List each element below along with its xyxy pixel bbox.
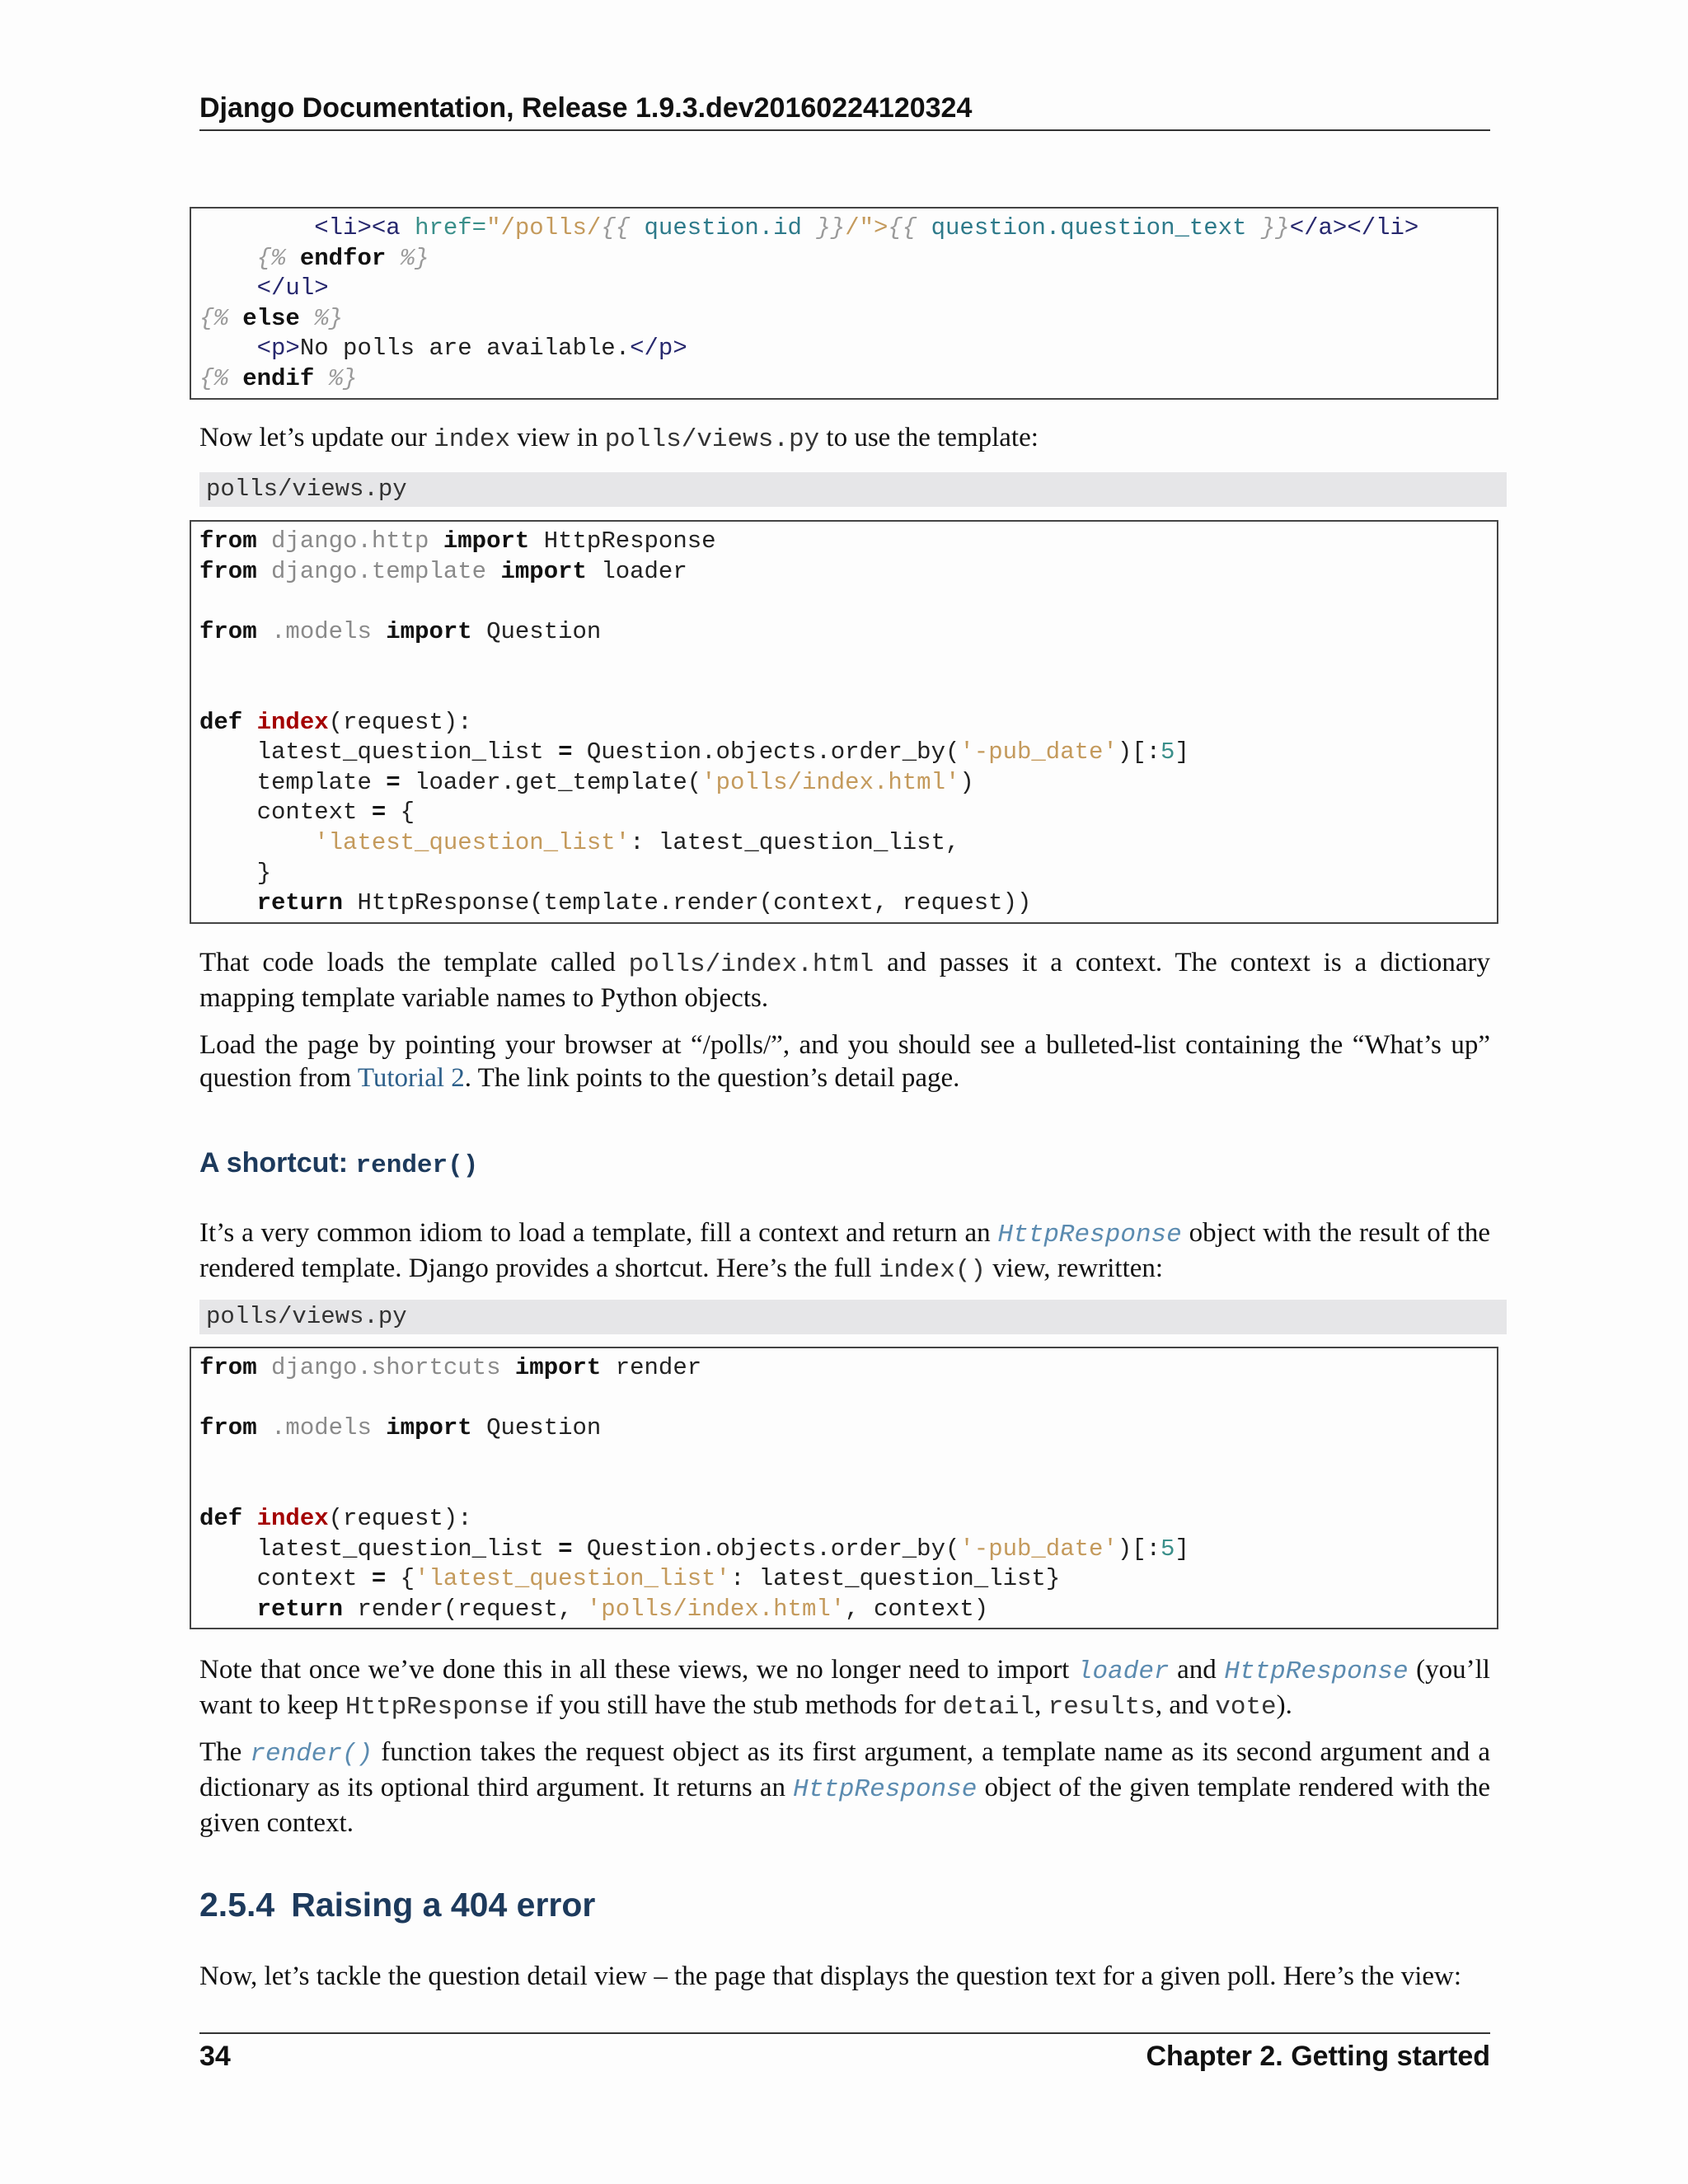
paragraph-common-idiom: It’s a very common idiom to load a template, fill a context and return an HttpResponse object with the result of the rendered template. Django provides a shortcut. Here’s the full index() view, rewritten: (199, 1218, 1490, 1285)
section-heading-raising-404: 2.5.4 Raising a 404 error (199, 1886, 596, 1924)
code-block-views-render: from django.shortcuts import render from .models import Question def index(request): latest_question_list = Question.objects.order_by('-pub_date')[:5] context = {'latest_question_list': latest_question_list} return render(request, 'polls/index.html', context) (190, 1347, 1498, 1629)
loader-link[interactable]: loader (1076, 1657, 1170, 1686)
render-link[interactable]: render() (250, 1740, 373, 1769)
httpresponse-link-3[interactable]: HttpResponse (793, 1775, 978, 1804)
code-caption-views-2: polls/views.py (199, 1300, 1507, 1334)
paragraph-detail-view: Now, let’s tackle the question detail view – the page that displays the question text for a given poll. Here’s the view: (199, 1961, 1462, 1991)
paragraph-code-loads: That code loads the template called polls/index.html and passes it a context. The context is a dictionary mapping template variable names to Python objects. (199, 948, 1490, 1013)
paragraph-render-function: The render() function takes the request object as its first argument, a template name as its second argument and a dictionary as its optional third argument. It returns an HttpResponse object of the given template rendered with the given context. (199, 1737, 1491, 1838)
footer-divider (199, 2032, 1490, 2034)
running-header: Django Documentation, Release 1.9.3.dev20160224120324 (199, 92, 1490, 131)
paragraph-note-imports: Note that once we’ve done this in all these views, we no longer need to import loader and HttpResponse (you’ll want to keep HttpResponse if you still have the stub methods for detail, results, and vote). (199, 1655, 1490, 1722)
paragraph-load-page: Load the page by pointing your browser at “/polls/”, and you should see a bulleted-list containing the “What’s up” question from Tutorial 2. The link points to the question’s detail page. (199, 1030, 1490, 1093)
tutorial-2-link[interactable]: Tutorial 2 (357, 1063, 465, 1093)
httpresponse-link-2[interactable]: HttpResponse (1224, 1657, 1409, 1686)
paragraph-update-index: Now let’s update our index view in polls/views.py to use the template: (199, 423, 1039, 454)
httpresponse-link[interactable]: HttpResponse (997, 1221, 1182, 1249)
chapter-title: Chapter 2. Getting started (1146, 2041, 1490, 2072)
code-block-views-loader: from django.http import HttpResponse from django.template import loader from .models import Question def index(request): latest_question_list = Question.objects.order_by('-pub_date')[:5] template = loader.get_template('polls/index.html') context = { 'latest_question_list': latest_question_list, } return HttpResponse(template.render(context, request)) (190, 520, 1498, 924)
section-heading-shortcut: A shortcut: render() (199, 1147, 479, 1180)
code-block-template: <li><a href="/polls/{{ question.id }}/">{{ question.question_text }}</a></li> {% endfor %} </ul> {% else %} <p>No polls are available.</p> {% endif %} (190, 207, 1498, 400)
code-caption-views: polls/views.py (199, 472, 1507, 507)
page-number: 34 (199, 2041, 231, 2072)
